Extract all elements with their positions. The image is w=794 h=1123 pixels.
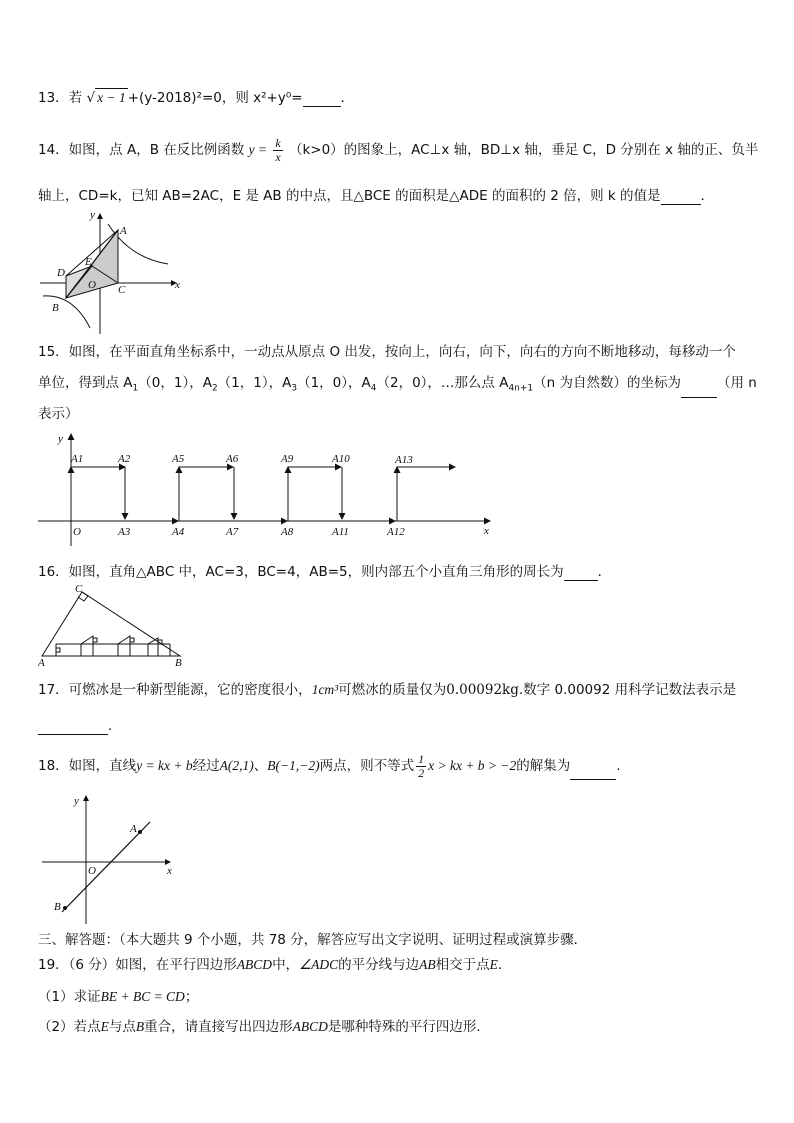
question-19-part-1	[38, 988, 198, 1006]
q19-text: 的平分线与边	[338, 957, 420, 973]
q15-figure	[38, 428, 498, 552]
q18-text: 两点，则不等式	[319, 758, 415, 774]
q18-point-a: A(2,1)	[219, 758, 254, 773]
q13-number: 13．若	[38, 90, 83, 106]
fig-label: A8	[281, 526, 294, 538]
q17-end: ．	[108, 718, 122, 734]
q18-fraction	[416, 753, 426, 780]
q18-point-b: B(−1,−2)	[267, 758, 320, 773]
question-14-line-2	[38, 187, 714, 205]
q13-radicand: x − 1	[97, 90, 126, 105]
q17-unit: 1cm³	[311, 682, 339, 697]
fig-label: A5	[172, 453, 185, 465]
fig-label: y	[90, 209, 95, 221]
question-16	[38, 563, 611, 581]
fig-label: A11	[332, 526, 349, 538]
q16-end: ．	[597, 564, 612, 580]
q19-equation: BE + BC = CD	[100, 989, 185, 1004]
fig-label: A10	[332, 453, 350, 465]
subscript: 1	[132, 383, 139, 394]
frac-denominator: x	[275, 149, 281, 164]
q19-text: 中，	[272, 957, 300, 973]
q17-text: 可燃冰的质量仅为	[338, 682, 447, 698]
question-17-line-1	[38, 681, 736, 699]
fig-label: x	[167, 865, 172, 877]
fig-label: E	[85, 256, 92, 268]
question-19-part-2	[38, 1018, 490, 1036]
q14-fraction	[273, 137, 282, 164]
q19-angle: ∠ADC	[299, 957, 339, 972]
q18-text: 经过	[192, 758, 220, 774]
fig-label: A6	[226, 453, 239, 465]
q17-text: .数字 0.00092 用科学记数法表示是	[518, 682, 737, 698]
q19-abcd: ABCD	[236, 957, 273, 972]
question-17-line-2	[38, 717, 122, 735]
fig-label: C	[118, 284, 126, 296]
section-3-text: 三、解答题：（本大题共 9 个小题，共 78 分，解答应写出文字说明、证明过程或演算步骤．	[38, 932, 588, 948]
q15-text: 单位，得到点 A	[38, 375, 133, 391]
q19-text: 19．（6 分）如图，在平行四边形	[38, 957, 237, 973]
fig-label: C	[75, 584, 83, 595]
fig-label: x	[484, 525, 489, 537]
q15-text: （用 n	[717, 375, 757, 391]
fig-label: A12	[387, 526, 405, 538]
fig-label: A7	[226, 526, 239, 538]
fig-label: D	[57, 267, 65, 279]
fig-label: y	[74, 795, 79, 807]
fig-label: A	[120, 225, 127, 237]
q13-equation: +(y-2018)²=0，则 x²+y⁰=	[127, 90, 303, 106]
q15-text-1: 15．如图，在平面直角坐标系中，一动点从原点 O 出发，按向上，向右，向下，向右的方向不断地移动，每移动一个	[38, 344, 736, 360]
answer-blank	[303, 106, 341, 107]
q15-text: （1，1），A	[217, 375, 292, 391]
q14-y-eq: y =	[248, 142, 268, 157]
q18-line-equation: y = kx + b	[136, 758, 193, 773]
q19-abcd: ABCD	[292, 1019, 328, 1034]
question-19	[38, 956, 511, 974]
answer-blank	[38, 734, 108, 735]
q19-point-e: E	[489, 957, 498, 972]
fig-label: B	[54, 901, 61, 913]
q16-text: 16．如图，直角△ABC 中，AC=3，BC=4，AB=5，则内部五个小直角三角形的周长为	[38, 564, 564, 580]
q15-text: （0，1），A	[138, 375, 212, 391]
fig-label: A1	[71, 453, 84, 465]
fig-label: x	[175, 279, 180, 291]
q18-text: 18．如图，直线	[38, 758, 137, 774]
fig-label: B	[175, 657, 182, 668]
q18-text: 、	[253, 758, 268, 774]
q13-end: ．	[340, 90, 355, 106]
question-18	[38, 752, 621, 780]
q15-text-3: 表示）	[38, 406, 79, 422]
fig-label: B	[52, 302, 59, 314]
fig-label: A3	[118, 526, 131, 538]
frac-numerator: k	[275, 135, 281, 150]
q14-figure	[38, 208, 188, 336]
frac-denominator: 2	[418, 765, 425, 780]
q19-point: B	[135, 1019, 145, 1034]
q14-text-line2: 轴上，CD=k，已知 AB=2AC，E 是 AB 的中点，且△BCE 的面积是△ADE 的面积的 2 倍，则 k 的值是	[38, 188, 661, 204]
q16-figure	[38, 584, 188, 668]
fig-label: O	[73, 526, 81, 538]
answer-blank	[681, 397, 717, 398]
q17-text: 17．可燃冰是一种新型能源，它的密度很小，	[38, 682, 312, 698]
answer-blank	[564, 580, 598, 581]
fig-label: A	[38, 657, 45, 668]
q19-text: ；	[184, 989, 199, 1005]
q18-figure	[38, 792, 183, 927]
q17-mass: 0.00092kg	[446, 682, 519, 698]
q14-text-a: 14．如图，点 A，B 在反比例函数	[38, 142, 245, 158]
subscript: 4	[370, 383, 377, 394]
sqrt-sign: √	[86, 90, 96, 106]
q19-end: ．	[497, 957, 512, 973]
q19-text: 重合，请直接写出四边形	[144, 1019, 293, 1035]
question-13	[38, 88, 354, 107]
fig-label: A13	[395, 454, 413, 466]
q18-text: 的解集为	[516, 758, 571, 774]
answer-blank	[661, 204, 701, 205]
subscript: 2	[211, 383, 218, 394]
fig-label: y	[58, 433, 63, 445]
q19-point: E	[100, 1019, 109, 1034]
fig-label: A	[130, 823, 137, 835]
question-14-line-1	[38, 136, 758, 164]
section-3-header	[38, 931, 587, 949]
q15-text: （1，0），A	[297, 375, 371, 391]
q14-end: ．	[700, 188, 715, 204]
q15-text: （n 为自然数）的坐标为	[533, 375, 682, 391]
q19-text: 相交于点	[435, 957, 490, 973]
fig-label: O	[88, 279, 96, 291]
question-15-line-3	[38, 405, 79, 423]
fig-label: O	[88, 865, 96, 877]
fig-label: A2	[118, 453, 131, 465]
q15-text: （2，0），…那么点 A	[376, 375, 509, 391]
q19-text: （1）求证	[38, 989, 101, 1005]
fig-label: A4	[172, 526, 185, 538]
fig-label: A9	[281, 453, 294, 465]
q18-end: .	[616, 758, 621, 774]
q19-text: 是哪种特殊的平行四边形．	[327, 1019, 490, 1035]
q19-ab: AB	[419, 957, 436, 972]
q19-text: （2）若点	[38, 1019, 101, 1035]
q18-inequality: x > kx + b > −2	[428, 758, 517, 773]
answer-blank	[570, 779, 616, 780]
subscript: 4n+1	[508, 383, 534, 394]
q14-text-b: （k>0）的图象上，AC⊥x 轴，BD⊥x 轴，垂足 C，D 分别在 x 轴的正、负半	[288, 142, 759, 158]
q19-text: 与点	[108, 1019, 136, 1035]
question-15-line-2	[38, 374, 757, 398]
frac-numerator: 1	[418, 751, 425, 766]
subscript: 3	[291, 383, 298, 394]
question-15-line-1	[38, 343, 736, 361]
